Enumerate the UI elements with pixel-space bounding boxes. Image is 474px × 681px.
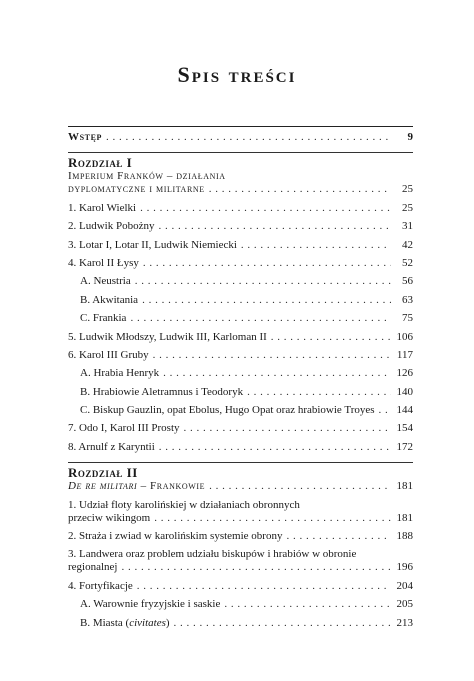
entry-page: 196: [396, 561, 413, 574]
label-italic: civitates: [129, 616, 166, 629]
toc-entry-fleet[interactable]: [68, 512, 413, 530]
entry-page: 56: [402, 275, 413, 288]
toc-entry[interactable]: [68, 404, 413, 422]
chapter-separator: [68, 152, 413, 153]
title-italic: De re militari: [68, 480, 138, 493]
entry-label: 8. Arnulf z Karyntii: [68, 440, 155, 453]
entry-page: 31: [402, 220, 413, 233]
toc-entry[interactable]: [68, 367, 413, 385]
entry-label: A. Neustria: [80, 275, 131, 288]
entry-label: 4. Karol II Łysy: [68, 256, 139, 269]
leader-dots: [379, 404, 391, 416]
leader-dots: [286, 530, 391, 542]
entry-label: 5. Ludwik Młodszy, Ludwik III, Karloman II: [68, 330, 267, 343]
leader-dots: [184, 422, 391, 434]
toc-entry-frisian-forts[interactable]: [68, 598, 413, 616]
label-suffix: ): [165, 616, 170, 629]
toc-entry[interactable]: [68, 312, 413, 330]
chapter-title-line: Imperium Franków – działania: [68, 170, 226, 183]
entry-page: 188: [396, 530, 413, 543]
toc-entry-chapter2-title[interactable]: [68, 480, 413, 498]
entry-page: 181: [396, 480, 413, 493]
leader-dots: [154, 512, 391, 524]
leader-dots: [142, 294, 391, 306]
leader-dots: [106, 131, 391, 143]
leader-dots: [174, 617, 391, 629]
entry-label: C. Frankia: [80, 312, 127, 325]
leader-dots: [153, 349, 391, 361]
toc-entry[interactable]: [68, 239, 413, 257]
entry-label: 6. Karol III Gruby: [68, 348, 149, 361]
entry-page: 205: [396, 598, 413, 611]
table-of-contents: [68, 126, 413, 635]
entry-label: A. Warownie fryzyjskie i saskie: [80, 598, 221, 611]
entry-label: 4. Fortyfikacje: [68, 579, 133, 592]
toc-entry-cities[interactable]: [68, 617, 413, 635]
label-prefix: B. Miasta (: [80, 616, 130, 629]
toc-entry[interactable]: [68, 275, 413, 293]
entry-page: 75: [402, 312, 413, 325]
leader-dots: [137, 580, 391, 592]
chapter-separator: [68, 462, 413, 463]
entry-label: [68, 480, 205, 492]
title-rest: – Frankowie: [137, 480, 206, 493]
entry-label: B. Hrabiowie Aletramnus i Teodoryk: [80, 385, 244, 398]
toc-entry-landwehr[interactable]: [68, 561, 413, 579]
toc-entry[interactable]: [68, 220, 413, 238]
entry-page: 9: [407, 131, 413, 143]
entry-line: 3. Landwera oraz problem udziału biskupów i hrabiów w obronie: [68, 548, 357, 561]
toc-entry-fortifications[interactable]: [68, 580, 413, 598]
entry-page: 25: [402, 201, 413, 214]
top-rule: [68, 126, 413, 127]
toc-entry-chapter1-title[interactable]: [68, 183, 413, 201]
toc-entry[interactable]: [68, 349, 413, 367]
leader-dots: [209, 183, 391, 195]
entry-page: 181: [396, 511, 413, 524]
entry-page: 213: [396, 616, 413, 629]
chapter-heading: Rozdział I: [68, 155, 133, 171]
leader-dots: [163, 367, 391, 379]
leader-dots: [247, 386, 391, 398]
toc-entry[interactable]: [68, 202, 413, 220]
entry-label: regionalnej: [68, 561, 118, 574]
entry-page: 204: [396, 579, 413, 592]
leader-dots: [209, 480, 391, 492]
entry-page: 140: [396, 385, 413, 398]
toc-entry[interactable]: [68, 331, 413, 349]
entry-page: 144: [396, 404, 413, 417]
leader-dots: [143, 257, 391, 269]
entry-label: przeciw wikingom: [68, 511, 151, 524]
toc-entry-intro[interactable]: [68, 131, 413, 149]
leader-dots: [140, 202, 391, 214]
leader-dots: [241, 239, 391, 251]
toc-entry[interactable]: [68, 294, 413, 312]
leader-dots: [121, 561, 391, 573]
entry-page: 63: [402, 293, 413, 306]
entry-label: [80, 617, 170, 629]
entry-label: A. Hrabia Henryk: [80, 367, 160, 380]
leader-dots: [158, 220, 391, 232]
toc-entry[interactable]: [68, 386, 413, 404]
entry-label: dyplomatyczne i militarne: [68, 183, 205, 196]
entry-page: 25: [402, 183, 413, 196]
leader-dots: [130, 312, 391, 324]
entry-page: 117: [396, 348, 413, 361]
leader-dots: [224, 598, 391, 610]
entry-label: B. Akwitania: [80, 293, 139, 306]
toc-entry[interactable]: [68, 257, 413, 275]
entry-label: Wstęp: [68, 131, 103, 143]
page-title: Spis treści: [177, 62, 297, 87]
entry-line: 1. Udział floty karolińskiej w działaniach obronnych: [68, 498, 300, 511]
entry-page: 172: [396, 440, 413, 453]
entry-label: 3. Lotar I, Lotar II, Ludwik Niemiecki: [68, 238, 237, 251]
entry-label: 7. Odo I, Karol III Prosty: [68, 422, 180, 435]
entry-page: 126: [396, 367, 413, 380]
entry-label: 1. Karol Wielki: [68, 201, 137, 214]
leader-dots: [159, 441, 391, 453]
entry-label: 2. Straża i zwiad w karolińskim systemie obrony: [68, 530, 283, 543]
leader-dots: [135, 275, 391, 287]
entry-page: 52: [402, 256, 413, 269]
entry-page: 106: [396, 330, 413, 343]
toc-entry-guard[interactable]: [68, 530, 413, 548]
toc-entry[interactable]: [68, 441, 413, 459]
chapter-heading: Rozdział II: [68, 465, 138, 481]
leader-dots: [271, 331, 391, 343]
entry-label: 2. Ludwik Pobożny: [68, 220, 155, 233]
entry-label: C. Biskup Gauzlin, opat Ebolus, Hugo Opat oraz hrabiowie Troyes: [80, 404, 375, 417]
chapter1-entries: [68, 202, 413, 459]
entry-page: 42: [402, 238, 413, 251]
entry-page: 154: [396, 422, 413, 435]
toc-entry[interactable]: [68, 422, 413, 440]
